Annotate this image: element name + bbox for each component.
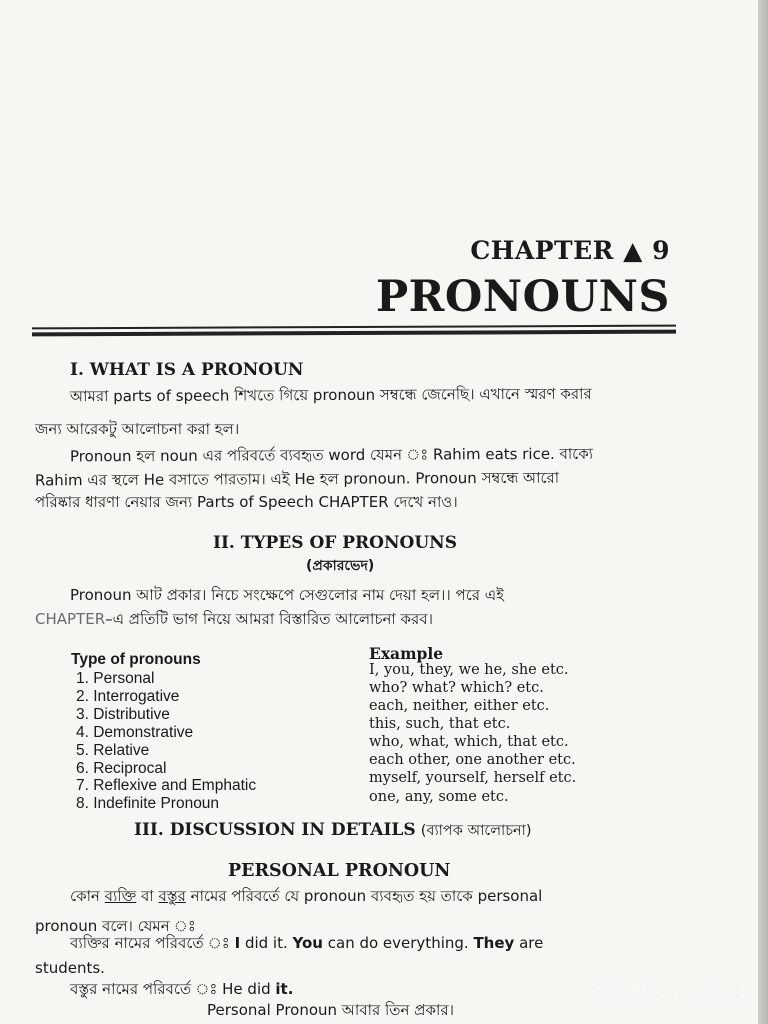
paragraph-line: students.: [35, 959, 105, 977]
pronoun-example-item: each, neither, either etc.: [369, 698, 550, 714]
line-text: বা: [136, 887, 159, 905]
pronoun-example-item: one, any, some etc.: [369, 789, 509, 805]
pronoun-example-item: who? what? which? etc.: [369, 680, 544, 696]
line-text: বস্তুর নামের পরিবর্তে ঃ He did: [70, 980, 276, 998]
line-text: ব্যক্তির নামের পরিবর্তে ঃ: [70, 934, 235, 952]
chapter-word: CHAPTER: [35, 610, 106, 628]
underlined-word: বস্তুর: [158, 887, 186, 905]
bold-word: I: [234, 934, 241, 952]
paragraph-line: [35, 608, 433, 633]
photo-timestamp: 2020/9/1 08:14: [593, 984, 748, 1002]
paragraph-line: আমরা parts of speech শিখতে গিয়ে pronoun সম্বন্ধে জেনেছি। এখানে স্মরণ করার: [69, 384, 592, 406]
line-text: did it.: [240, 934, 293, 952]
chapter-title: PRONOUNS: [375, 272, 670, 322]
line-text: নামের পরিবর্তে যে pronoun ব্যবহৃত হয় তাকে personal: [185, 887, 543, 905]
line-text: can do everything.: [322, 934, 474, 952]
paragraph-line: pronoun বলে। যেমন ঃ: [35, 917, 196, 935]
examples-column-header: Example: [369, 644, 444, 663]
pronoun-example-item: I, you, they, we he, she etc.: [369, 662, 569, 678]
paragraph-line: পরিষ্কার ধারণা নেয়ার জন্য Parts of Speech CHAPTER দেখে নাও।: [35, 493, 458, 511]
section-heading-types: II. TYPES OF PRONOUNS: [213, 533, 457, 553]
pronoun-type-item: 6. Reciprocal: [76, 760, 167, 777]
paragraph-line: Rahim এর স্থলে He বসাতে পারতাম। এই He হল pronoun. Pronoun সম্বন্ধে আরো: [34, 468, 560, 490]
pronoun-example-item: myself, yourself, herself etc.: [369, 770, 577, 786]
types-column-header: Type of pronouns: [71, 651, 201, 668]
line-text: –এ প্রতিটি ভাগ নিয়ে আমরা বিস্তারিত আলোচনা করব।: [105, 610, 433, 628]
paragraph-line: [70, 932, 543, 957]
bold-word: it.: [275, 980, 294, 998]
pronoun-type-item: 1. Personal: [76, 670, 155, 687]
pronoun-type-item: 5. Relative: [76, 742, 150, 759]
pronoun-type-item: 8. Indefinite Pronoun: [76, 795, 220, 812]
pronoun-type-item: 3. Distributive: [76, 706, 170, 723]
section-subheading: (প্রকারভেদ): [306, 558, 375, 574]
personal-pronoun-heading: PERSONAL PRONOUN: [228, 861, 451, 881]
section-heading-discussion: [134, 820, 532, 844]
paragraph-line: Pronoun আট প্রকার। নিচে সংক্ষেপে সেগুলোর নাম দেয়া হল।। পরে এই: [70, 586, 504, 604]
paragraph-line: Pronoun হল noun এর পরিবর্তে ব্যবহৃত word যেমন ঃ Rahim eats rice. বাক্যে: [69, 444, 594, 466]
heading-text: III. DISCUSSION IN DETAILS: [134, 820, 416, 840]
section-heading-what-is: I. WHAT IS A PRONOUN: [70, 360, 304, 380]
pronoun-type-item: 2. Interrogative: [76, 688, 180, 705]
paragraph-line: Personal Pronoun আবার তিন প্রকার।: [207, 1001, 454, 1019]
pronoun-example-item: who, what, which, that etc.: [369, 734, 569, 750]
page-edge: [758, 0, 768, 1024]
pronoun-example-item: this, such, that etc.: [369, 716, 511, 732]
paragraph-line: [70, 885, 542, 910]
paragraph-line: জন্য আরেকটু আলোচনা করা হল।: [35, 420, 240, 438]
pronoun-type-item: 7. Reflexive and Emphatic: [76, 777, 257, 794]
pronoun-example-item: each other, one another etc.: [369, 752, 576, 768]
heading-bn-text: (ব্যাপক আলোচনা): [420, 823, 532, 839]
bold-word: You: [292, 934, 323, 952]
bold-word: They: [473, 934, 515, 952]
line-text: are: [514, 934, 544, 952]
line-text: কোন: [70, 887, 105, 905]
underlined-word: ব্যক্তি: [104, 887, 137, 905]
chapter-label: CHAPTER ▲ 9: [470, 236, 670, 265]
pronoun-type-item: 4. Demonstrative: [76, 724, 194, 741]
